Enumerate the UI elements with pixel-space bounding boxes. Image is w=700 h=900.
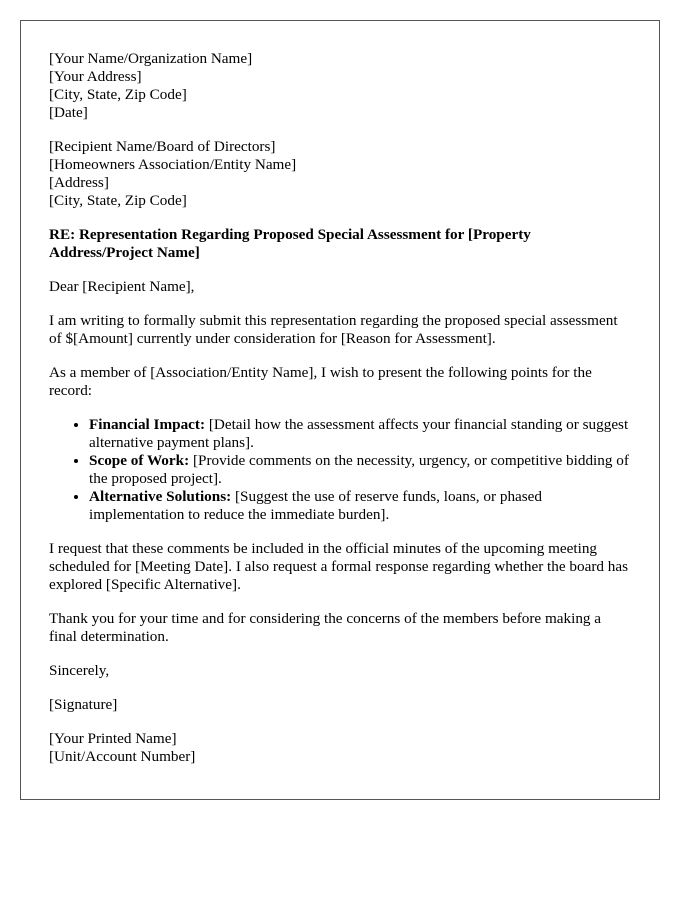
recipient-entity: [Homeowners Association/Entity Name] xyxy=(49,156,297,173)
sender-date: [Date] xyxy=(49,104,88,121)
subject-line: RE: Representation Regarding Proposed Special Assessment for [Property Address/Project Name] xyxy=(49,226,531,261)
recipient-name: [Recipient Name/Board of Directors] xyxy=(49,138,276,155)
list-item xyxy=(89,488,631,524)
intro-paragraph: I am writing to formally submit this representation regarding the proposed special assessment of $[Amount] currently under consideration for [Reason for Assessment]. xyxy=(49,312,618,347)
unit-number: [Unit/Account Number] xyxy=(49,748,196,765)
valediction: Sincerely, xyxy=(49,662,110,679)
points-intro: As a member of [Association/Entity Name], I wish to present the following points for the record: xyxy=(49,364,592,399)
closing-paragraph: Thank you for your time and for considering the concerns of the members before making a final determination. xyxy=(49,610,602,645)
recipient-city: [City, State, Zip Code] xyxy=(49,192,187,209)
sender-block xyxy=(49,50,631,122)
list-item xyxy=(89,452,631,488)
printed-name: [Your Printed Name] xyxy=(49,730,177,747)
list-item xyxy=(89,416,631,452)
request-paragraph: I request that these comments be included in the official minutes of the upcoming meeting scheduled for [Meeting Date]. I also request a formal response regarding whether the board has explored [Specific Alternative]. xyxy=(49,540,629,593)
points-list xyxy=(49,416,631,524)
point-label: Scope of Work: xyxy=(89,452,190,469)
salutation: Dear [Recipient Name], xyxy=(49,278,195,295)
recipient-address: [Address] xyxy=(49,174,109,191)
point-text: [Detail how the assessment affects your financial standing or suggest alternative payment plans]. xyxy=(89,416,629,451)
signature: [Signature] xyxy=(49,696,118,713)
recipient-block xyxy=(49,138,631,210)
sender-city: [City, State, Zip Code] xyxy=(49,86,187,103)
signature-block xyxy=(49,730,631,766)
point-label: Alternative Solutions: xyxy=(89,488,232,505)
point-text: [Provide comments on the necessity, urgency, or competitive bidding of the proposed project]. xyxy=(89,452,629,487)
sender-name: [Your Name/Organization Name] xyxy=(49,50,253,67)
point-label: Financial Impact: xyxy=(89,416,206,433)
letter-page xyxy=(20,20,660,800)
point-text: [Suggest the use of reserve funds, loans, or phased implementation to reduce the immediate burden]. xyxy=(89,488,543,523)
sender-address: [Your Address] xyxy=(49,68,142,85)
